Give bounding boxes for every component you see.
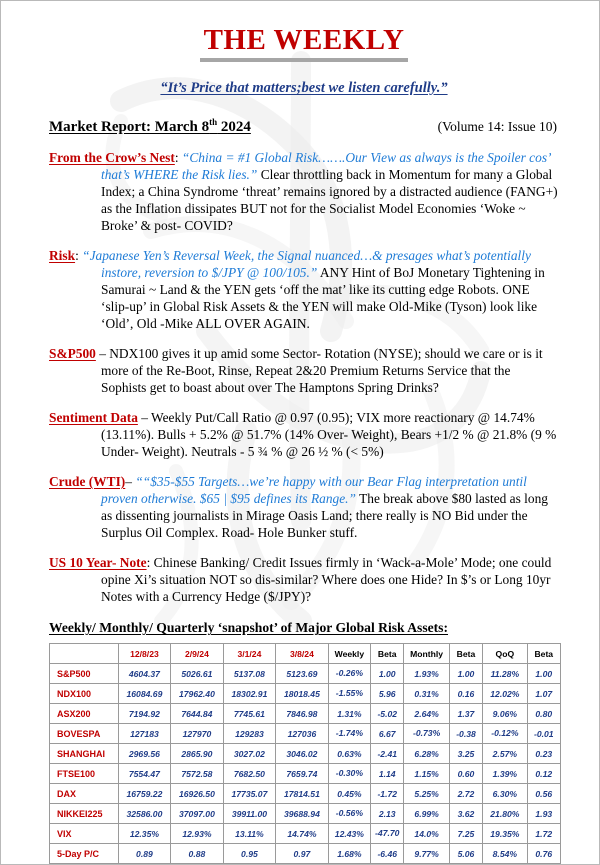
table-cell: 17814.51 <box>276 784 329 804</box>
table-cell: -1.72 <box>371 784 404 804</box>
masthead-subtitle <box>49 79 559 97</box>
table-cell: 9.06% <box>483 704 527 724</box>
table-cell: 3027.02 <box>223 744 276 764</box>
report-date-post: 2024 <box>217 118 251 135</box>
table-cell: 5123.69 <box>276 664 329 684</box>
table-cell: 12.43% <box>328 824 370 844</box>
report-section-1 <box>49 247 559 332</box>
table-cell: 2969.56 <box>118 744 171 764</box>
table-cell: 7.25 <box>449 824 482 844</box>
table-cell: 129283 <box>223 724 276 744</box>
table-row <box>50 684 561 704</box>
table-cell: 7554.47 <box>118 764 171 784</box>
section-separator: : <box>174 149 182 165</box>
table-cell: 0.80 <box>527 704 560 724</box>
table-cell: 7194.92 <box>118 704 171 724</box>
table-cell: -2.41 <box>371 744 404 764</box>
section-heading-4: Crude (WTI) <box>49 474 126 490</box>
table-cell: -47.70 <box>371 824 404 844</box>
report-date-ordinal: th <box>209 116 218 127</box>
table-cell: 1.00 <box>371 664 404 684</box>
table-col-header-qoq: QoQ <box>483 644 527 664</box>
section-body: The break above $80 lasted as long as dissenting journalists in Mirage Oasis Land; there really is NO Bid under the Surplus Oil Complex. Road- Hole Bunker stuff. <box>101 491 548 541</box>
section-quote: ““$35-$55 Targets…we’re happy with our Bear Flag interpretation until proven otherwise. $65 | $95 defines its Range.” <box>101 474 527 507</box>
table-cell: 127183 <box>118 724 171 744</box>
table-cell: 0.89 <box>118 844 171 864</box>
table-col-header-date-2: 2/9/24 <box>171 644 224 664</box>
report-date-label <box>49 117 251 136</box>
table-row-label: NIKKEI225 <box>50 804 119 824</box>
table-cell: 13.11% <box>223 824 276 844</box>
table-cell: 1.15% <box>404 764 449 784</box>
table-corner-cell <box>50 644 119 664</box>
report-section-5 <box>49 554 559 605</box>
table-cell: 12.93% <box>171 824 224 844</box>
table-cell: 16759.22 <box>118 784 171 804</box>
table-cell: 6.67 <box>371 724 404 744</box>
table-cell: 39688.94 <box>276 804 329 824</box>
table-cell: 18018.45 <box>276 684 329 704</box>
volume-issue-label: (Volume 14: Issue 10) <box>437 118 557 134</box>
table-cell: 1.93% <box>404 664 449 684</box>
table-cell: 12.35% <box>118 824 171 844</box>
table-cell: 0.63% <box>328 744 370 764</box>
table-cell: 0.12 <box>527 764 560 784</box>
section-heading-2: S&P500 <box>49 346 96 362</box>
section-quote: “China = #1 Global Risk…….Our View as always is the Spoiler cos’ that’s WHERE the Risk lies.” <box>101 149 551 182</box>
section-separator: – <box>95 346 110 362</box>
table-row-label: SHANGHAI <box>50 744 119 764</box>
table-cell: 2.13 <box>371 804 404 824</box>
table-cell: 0.60 <box>449 764 482 784</box>
table-cell: 7846.98 <box>276 704 329 724</box>
table-cell: 5026.61 <box>171 664 224 684</box>
table-cell: 6.30% <box>483 784 527 804</box>
section-separator: : <box>75 247 83 263</box>
table-cell: 19.35% <box>483 824 527 844</box>
table-cell: 5.06 <box>449 844 482 864</box>
table-cell: 7644.84 <box>171 704 224 724</box>
table-cell: -0.56% <box>328 804 370 824</box>
table-col-header-date-4: 3/8/24 <box>276 644 329 664</box>
table-cell: 2.72 <box>449 784 482 804</box>
table-cell: 1.07 <box>527 684 560 704</box>
table-cell: 1.39% <box>483 764 527 784</box>
table-cell: 11.28% <box>483 664 527 684</box>
table-cell: -1.74% <box>328 724 370 744</box>
table-cell: 6.99% <box>404 804 449 824</box>
table-cell: 8.54% <box>483 844 527 864</box>
document-content <box>1 1 599 864</box>
sections-container <box>49 149 559 605</box>
table-col-header-beta: Beta <box>449 644 482 664</box>
table-row <box>50 784 561 804</box>
table-cell: 2.57% <box>483 744 527 764</box>
table-cell: -1.55% <box>328 684 370 704</box>
table-cell: 37097.00 <box>171 804 224 824</box>
section-heading-0: From the Crow’s Nest <box>49 149 175 165</box>
table-cell: 7682.50 <box>223 764 276 784</box>
report-line <box>49 117 559 136</box>
table-col-header-beta: Beta <box>527 644 560 664</box>
report-section-0 <box>49 149 559 234</box>
table-cell: 12.02% <box>483 684 527 704</box>
report-date-pre: Market Report: March 8 <box>49 118 210 135</box>
table-cell: 18302.91 <box>223 684 276 704</box>
table-row <box>50 664 561 684</box>
section-quote: “Japanese Yen’s Reversal Week, the Signal nuanced…& presages what’s potentially instore, reversion to $/JPY @ 100/105.” <box>82 247 531 280</box>
table-row-label: 5-Day P/C <box>50 844 119 864</box>
table-cell: 127036 <box>276 724 329 744</box>
table-cell: 0.45% <box>328 784 370 804</box>
table-row-label: S&P500 <box>50 664 119 684</box>
table-row-label: BOVESPA <box>50 724 119 744</box>
table-cell: 1.72 <box>527 824 560 844</box>
table-row <box>50 764 561 784</box>
table-cell: -0.38 <box>449 724 482 744</box>
table-cell: 1.68% <box>328 844 370 864</box>
table-cell: 21.80% <box>483 804 527 824</box>
report-section-3 <box>49 409 559 460</box>
table-row <box>50 704 561 724</box>
table-cell: 0.23 <box>527 744 560 764</box>
table-cell: 127970 <box>171 724 224 744</box>
table-cell: 1.37 <box>449 704 482 724</box>
table-body <box>50 664 561 864</box>
table-cell: 6.28% <box>404 744 449 764</box>
table-row <box>50 724 561 744</box>
section-heading-1: Risk <box>49 247 76 263</box>
page-title: THE WEEKLY <box>200 25 409 62</box>
table-cell: 16084.69 <box>118 684 171 704</box>
report-section-4 <box>49 473 559 541</box>
table-cell: 4604.37 <box>118 664 171 684</box>
masthead <box>49 25 559 97</box>
table-cell: 0.56 <box>527 784 560 804</box>
table-cell: 2865.90 <box>171 744 224 764</box>
table-cell: 2.64% <box>404 704 449 724</box>
table-cell: 7745.61 <box>223 704 276 724</box>
section-heading-5: US 10 Year- Note <box>49 555 147 571</box>
table-cell: 3046.02 <box>276 744 329 764</box>
table-cell: 1.93 <box>527 804 560 824</box>
table-row-label: FTSE100 <box>50 764 119 784</box>
table-cell: -0.01 <box>527 724 560 744</box>
table-cell: 14.0% <box>404 824 449 844</box>
table-row <box>50 804 561 824</box>
table-cell: -6.46 <box>371 844 404 864</box>
table-col-header-date-1: 12/8/23 <box>118 644 171 664</box>
table-cell: 5.96 <box>371 684 404 704</box>
table-cell: 32586.00 <box>118 804 171 824</box>
table-cell: 17962.40 <box>171 684 224 704</box>
section-body: ANY Hint of BoJ Monetary Tightening in Samurai ~ Land & the YEN gets ‘off the mat’ like its cutting edge Robots. ONE ‘slip-up’ in Global Risk Assets & the YEN will make Old-Mike (Tyson) look like ‘Old’, Old -Mike ALL OVER AGAIN. <box>101 264 545 332</box>
table-row-label: DAX <box>50 784 119 804</box>
table-cell: -0.12% <box>483 724 527 744</box>
section-separator: – <box>125 474 136 490</box>
section-body: Chinese Banking/ Credit Issues firmly in ‘Wack-a-Mole’ Mode; one could opine Xi’s situation NOT so dis-similar? Where does one Hide? In $’s or Long 10yr Notes with a Currency Hedge ($/JPY)? <box>101 555 552 605</box>
table-col-header-monthly: Monthly <box>404 644 449 664</box>
table-cell: 1.14 <box>371 764 404 784</box>
table-cell: 17735.07 <box>223 784 276 804</box>
section-heading-3: Sentiment Data <box>49 410 138 426</box>
section-body: Clear throttling back in Momentum for many a Global Index; a China Syndrome ‘threat’ remains ignored by a distracted audience (FANG+) as the Inflation dissipates BUT not for the Socialist Model Economies ‘Woke ~ Broke’ & post- COVID? <box>101 166 558 233</box>
table-cell: 9.77% <box>404 844 449 864</box>
section-body: Weekly Put/Call Ratio @ 0.97 (0.95); VIX more reactionary @ 14.74% (13.11%). Bulls + 5.2% @ 51.7% (14% Over- Weight), Bears +1/2 % @ 21.8% (9 % Under- Weight). Neutrals - 5 ¾ % @ 26 ½ % (< 5%) <box>101 410 557 460</box>
table-row-label: ASX200 <box>50 704 119 724</box>
table-row <box>50 744 561 764</box>
table-cell: 0.76 <box>527 844 560 864</box>
table-header-row <box>50 644 561 664</box>
table-col-header-weekly: Weekly <box>328 644 370 664</box>
table-cell: -0.26% <box>328 664 370 684</box>
table-row <box>50 844 561 864</box>
table-cell: 3.62 <box>449 804 482 824</box>
table-cell: 0.95 <box>223 844 276 864</box>
table-cell: -5.02 <box>371 704 404 724</box>
table-cell: -0.73% <box>404 724 449 744</box>
table-row <box>50 824 561 844</box>
table-col-header-beta: Beta <box>371 644 404 664</box>
table-cell: 39911.00 <box>223 804 276 824</box>
masthead-subtitle-text: “It’s Price that matters;best we listen carefully.” <box>160 79 448 96</box>
table-cell: 0.88 <box>171 844 224 864</box>
table-cell: -0.30% <box>328 764 370 784</box>
table-cell: 5.25% <box>404 784 449 804</box>
table-cell: 0.97 <box>276 844 329 864</box>
table-row-label: NDX100 <box>50 684 119 704</box>
report-section-2 <box>49 345 559 396</box>
section-separator: : <box>146 555 154 571</box>
table-heading: Weekly/ Monthly/ Quarterly ‘snapshot’ of Major Global Risk Assets: <box>49 620 449 636</box>
table-cell: 5137.08 <box>223 664 276 684</box>
table-cell: 1.00 <box>527 664 560 684</box>
section-separator: – <box>137 410 152 426</box>
table-cell: 7659.74 <box>276 764 329 784</box>
table-cell: 14.74% <box>276 824 329 844</box>
table-cell: 16926.50 <box>171 784 224 804</box>
table-cell: 0.31% <box>404 684 449 704</box>
table-cell: 7572.58 <box>171 764 224 784</box>
table-row-label: VIX <box>50 824 119 844</box>
table-cell: 0.16 <box>449 684 482 704</box>
table-cell: 1.31% <box>328 704 370 724</box>
section-body: NDX100 gives it up amid some Sector- Rotation (NYSE); should we care or is it more of the Re-Boot, Rinse, Repeat 2&20 Premium Returns Service that the Sophists get to boast about over The Hamptons Spring Drinks? <box>101 346 543 396</box>
table-cell: 1.00 <box>449 664 482 684</box>
table-col-header-date-3: 3/1/24 <box>223 644 276 664</box>
risk-assets-table <box>49 643 561 864</box>
table-cell: 3.25 <box>449 744 482 764</box>
